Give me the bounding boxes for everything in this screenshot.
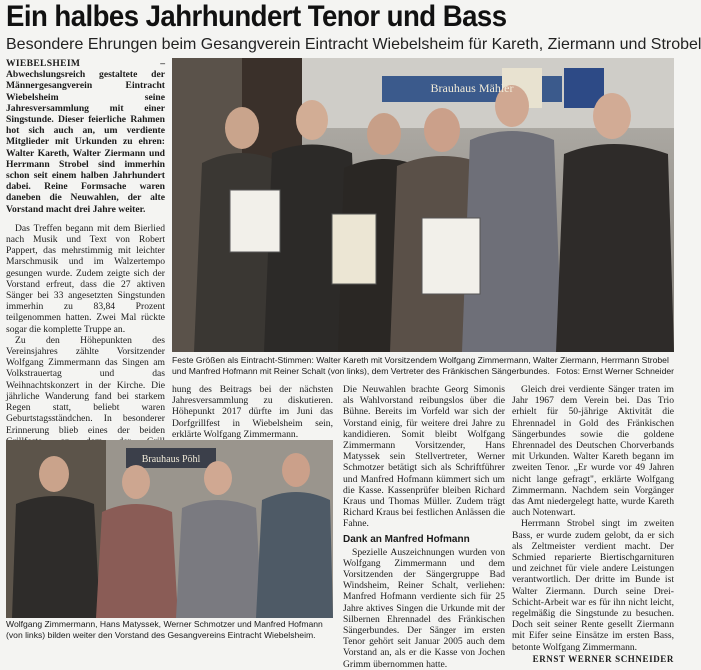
body-paragraph: hung des Beitrags bei der nächsten Jahresversammlung zu diskutieren. Höhepunkt 2017 dürfte im Juni das Dorfgrillfest in Wiebelsheim sein, erklärte Wolfgang Zimmermann. — [172, 384, 333, 440]
body-paragraph: Spezielle Auszeichnungen wurden von Wolfgang Zimmermann und dem Vorsitzenden der Sängergruppe Bad Windsheim, Reiner Schalt, verliehen: Manfred Hofmann verdiente sich für 25 Jahre aktives Singen die Urkunde mit der Silbernen Ehrennadel des Fränkischen Sängerbundes. Der Sänger im ersten Tenor gehört seit Januar 2005 auch dem Vorstand an, als er die Kasse von Jochen Grimm übernommen hatte. — [343, 546, 505, 670]
subheadline: Besondere Ehrungen beim Gesangverein Eintracht Wiebelsheim für Kareth, Ziermann und Strobel — [6, 36, 701, 53]
article-column-1 — [6, 58, 165, 440]
body-paragraph: Gleich drei verdiente Sänger traten im Jahr 1967 dem Verein bei. Das Trio erhielt für 50-jährige Aktivität die Ehrennadel in Gold des Fränkischen Sängerbundes sowie die goldene Ehrennadel des Deutschen Chorverbands mit Urkunden. Walter Kareth begann im zweiten Tenor. „Er wurde vor 49 Jahren nicht lange gefragt", erklärte Wolfgang Zimmermann. Nachdem sein Vorgänger das Amt niedergelegt hatte, wurde Kareth auch Notenwart. — [512, 384, 674, 519]
section-subheading: Dank an Manfred Hofmann — [343, 533, 470, 545]
article-column-3 — [343, 384, 505, 670]
article-column-4 — [512, 384, 674, 664]
lead-paragraph — [6, 58, 165, 215]
headline: Ein halbes Jahrhundert Tenor und Bass — [6, 0, 507, 33]
main-photo-caption — [172, 355, 674, 379]
caption-text: Wolfgang Zimmermann, Hans Matyssek, Werner Schmotzer und Manfred Hofmann (von links) bilden weiter den Vorstand des Gesangvereins Eintracht Wiebelsheim. — [6, 619, 323, 640]
dateline: WIEBELSHEIM — [6, 58, 81, 69]
body-paragraph: Zu den Höhepunkten des Vereinsjahres zählte Vorsitzender Wolfgang Zimmermann das Singen am Volkstrauertag und das Weihnachtskonzert in der Kirche. Die jährliche Wanderung fand bei starkem Regen statt, beliebt waren Geburtstagsständchen. In besonderer Erinnerung blieb eines der beiden — [6, 334, 165, 436]
main-photo-image — [172, 58, 674, 352]
body-paragraph: Das Treffen begann mit dem Bierlied nach Musik und Text von Robert Pappert, das mehrstimmig mit leichter Marschmusik und im Walzertempo gesungen wurde. Zudem zeigte sich der Vorstand erfreut, dass die 27 aktiven Sänger bei 33 angesetzten Singstunden immerhin zu 83,84 Prozent teilgenommen hatten. Zwei Mal rückte sogar die komplette Truppe an. — [6, 222, 165, 335]
author-byline: ERNST WERNER SCHNEIDER — [532, 653, 674, 664]
sign-text: Brauhaus Pöhl — [141, 454, 201, 465]
second-photo-caption — [6, 619, 333, 640]
main-photo — [172, 58, 674, 352]
caption-text: Feste Größen als Eintracht-Stimmen: Walter Kareth mit Vorsitzendem Wolfgang Zimmermann, Walter Ziermann, Herrmann Strobel und Manfred Hofmann mit Reiner Schalt (von links), dem Vertreter des Fränkischen Sängerbundes. — [172, 355, 669, 376]
second-photo-image — [6, 440, 333, 618]
body-paragraph: Die Neuwahlen brachte Georg Simonis als Wahlvorstand reibungslos über die Bühne. Bereits im Vorfeld war sich der Vorstand einig, für weitere drei Jahre zu kandidieren. Somit bleibt Wolfgang Zimmermann Vorsitzender, Hans Matyssek sein Stellvertreter, Werner Schmotzer betätigt sich als Schriftführer und Manfred Hofmann kümmert sich um die Kasse. Kassenprüfer bleiben Richard Kraus und Thomas Müller. Zudem trägt Richard Kraus bei festlichen Anlässen die Fahne. — [343, 384, 505, 530]
sign-text: Brauhaus Mähler — [430, 81, 514, 95]
second-photo — [6, 440, 333, 618]
photo-credit: Fotos: Ernst Werner Schneider — [556, 365, 674, 376]
article-column-2 — [172, 384, 333, 440]
lead-text: – Abwechslungsreich gestaltete der Männergesangverein Eintracht Wiebelsheim seine Jahresversammlung mit einer Singstunde. Dieser feierliche Rahmen hot sich auch an, um verdiente Mitglieder mit Urkunden zu ehren: Walter Kareth, Walter Ziermann und Herrmann Strobel sind immerhin schon seit einem halben Jahrhundert dabei. Reine Formsache waren daneben die Neuwahlen, der alte Vorstand macht drei Jahre weiter. — [6, 58, 165, 215]
body-paragraph: Herrmann Strobel singt im zweiten Bass, er wurde zudem gelobt, da er sich als Zeltmeister verdient macht. Der Schmied reparierte Biertischgarnituren und zeichnet für viele andere Leistungen verantwortlich. Der dritte im Bunde ist Walter Ziermann. Durch seine Drei-Schicht-Arbeit war es für ihn nicht leicht, regelmäßig die Singstunde zu besuchen. Doch seit seiner Rente gesellt Ziermann mit Eifer seine Einsätze im ersten Bass, betonte Wolfgang Zimmermann. — [512, 518, 674, 653]
